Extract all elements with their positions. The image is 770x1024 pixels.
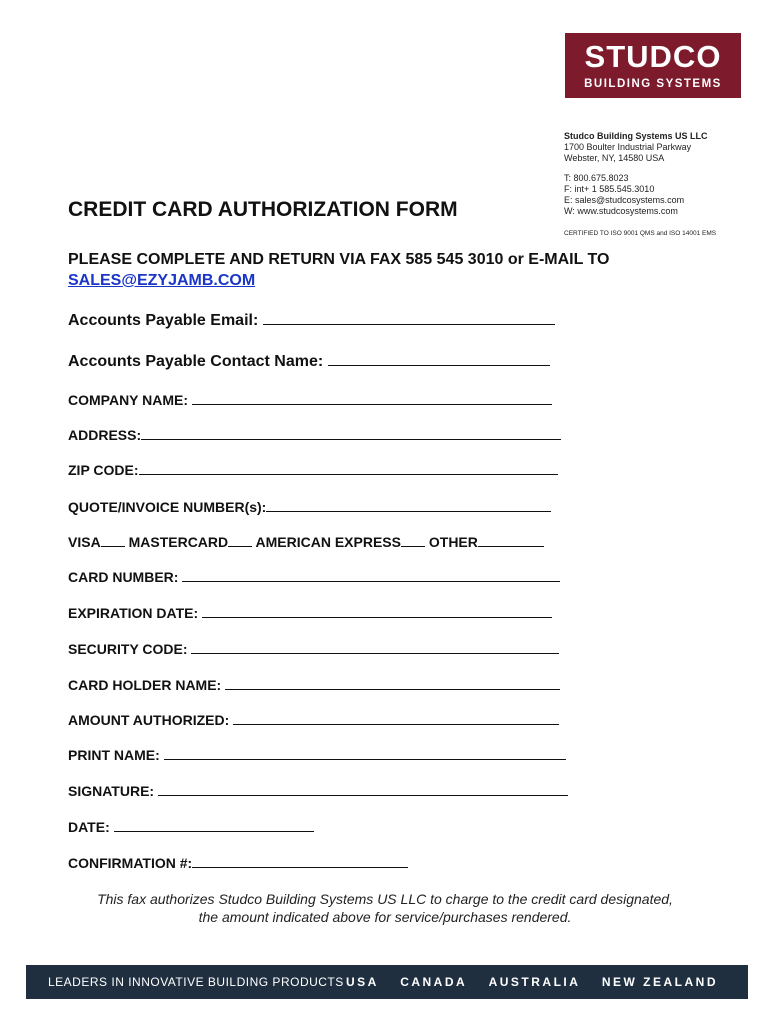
ap-email-field [68,312,555,330]
mastercard-line[interactable] [228,545,252,547]
company-name-label: COMPANY NAME: [68,392,189,408]
zip-code-field [68,462,558,478]
amex-line[interactable] [401,545,425,547]
region-canada: CANADA [400,975,467,989]
ap-contact-label: Accounts Payable Contact Name: [68,353,324,370]
card-type-field [68,534,544,550]
confirmation-field [68,855,408,871]
confirmation-label: CONFIRMATION #: [68,855,193,871]
instructions [68,249,708,291]
ap-contact-line[interactable] [328,364,550,366]
mastercard-label: MASTERCARD [128,534,229,550]
company-name-field [68,392,552,408]
card-number-label: CARD NUMBER: [68,569,179,585]
company-address-line1: 1700 Boulter Industrial Parkway [564,142,692,152]
region-usa: USA [345,975,379,989]
studco-logo [565,33,741,98]
security-code-label: SECURITY CODE: [68,641,188,657]
signature-line[interactable] [158,794,568,796]
ap-contact-field [68,353,550,371]
amex-label: AMERICAN EXPRESS [255,534,401,550]
card-holder-label: CARD HOLDER NAME: [68,677,222,693]
authorization-note-line1: This fax authorizes Studco Building Systems US LLC to charge to the credit card designated, [97,891,673,907]
security-code-line[interactable] [191,652,559,654]
address-field [68,427,561,443]
zip-code-label: ZIP CODE: [68,462,139,478]
card-holder-line[interactable] [225,688,560,690]
footer-banner [26,965,748,999]
ap-email-label: Accounts Payable Email: [68,312,259,329]
card-number-field [68,569,560,585]
address-line[interactable] [141,438,561,440]
company-certification: CERTIFIED TO ISO 9001 QMS and ISO 14001 EMS [564,230,717,237]
quote-invoice-label: QUOTE/INVOICE NUMBER(s): [68,499,267,515]
authorization-note [0,890,770,926]
visa-label: VISA [68,534,101,550]
card-holder-field [68,677,560,693]
sales-email-link[interactable]: SALES@EZYJAMB.COM [68,272,256,289]
expiration-date-field [68,605,552,621]
address-label: ADDRESS: [68,427,142,443]
other-line[interactable] [478,545,544,547]
instructions-text: PLEASE COMPLETE AND RETURN VIA FAX 585 545 3010 or E-MAIL TO [68,251,610,268]
signature-field [68,783,568,799]
company-fax: F: int+ 1 585.545.3010 [564,184,655,194]
expiration-date-line[interactable] [202,616,552,618]
company-name: Studco Building Systems US LLC [564,131,708,141]
print-name-line[interactable] [164,758,566,760]
form-title: CREDIT CARD AUTHORIZATION FORM [68,198,458,221]
amount-authorized-field [68,712,559,728]
footer-tagline: LEADERS IN INNOVATIVE BUILDING PRODUCTS [48,975,344,989]
logo-sub-text: BUILDING SYSTEMS [584,78,722,90]
expiration-date-label: EXPIRATION DATE: [68,605,199,621]
company-address-line2: Webster, NY, 14580 USA [564,153,665,163]
visa-line[interactable] [101,545,125,547]
card-number-line[interactable] [182,580,560,582]
print-name-label: PRINT NAME: [68,747,160,763]
date-field [68,819,314,835]
company-email: E: sales@studcosystems.com [564,195,685,205]
region-australia: AUSTRALIA [488,975,580,989]
company-phone: T: 800.675.8023 [564,173,629,183]
date-line[interactable] [114,830,314,832]
company-name-line[interactable] [192,403,552,405]
date-label: DATE: [68,819,110,835]
authorization-note-line2: the amount indicated above for service/purchases rendered. [198,909,572,925]
amount-authorized-label: AMOUNT AUTHORIZED: [68,712,230,728]
other-label: OTHER [428,534,478,550]
company-web: W: www.studcosystems.com [564,206,678,216]
zip-code-line[interactable] [139,473,558,475]
security-code-field [68,641,559,657]
quote-invoice-field [68,499,551,515]
amount-authorized-line[interactable] [233,723,559,725]
company-info [564,131,716,239]
logo-main-text: STUDCO [584,39,722,74]
ap-email-line[interactable] [263,323,555,325]
signature-label: SIGNATURE: [68,783,155,799]
print-name-field [68,747,566,763]
footer-regions [330,975,718,989]
confirmation-line[interactable] [192,866,408,868]
region-new-zealand: NEW ZEALAND [601,975,718,989]
quote-invoice-line[interactable] [266,510,551,512]
